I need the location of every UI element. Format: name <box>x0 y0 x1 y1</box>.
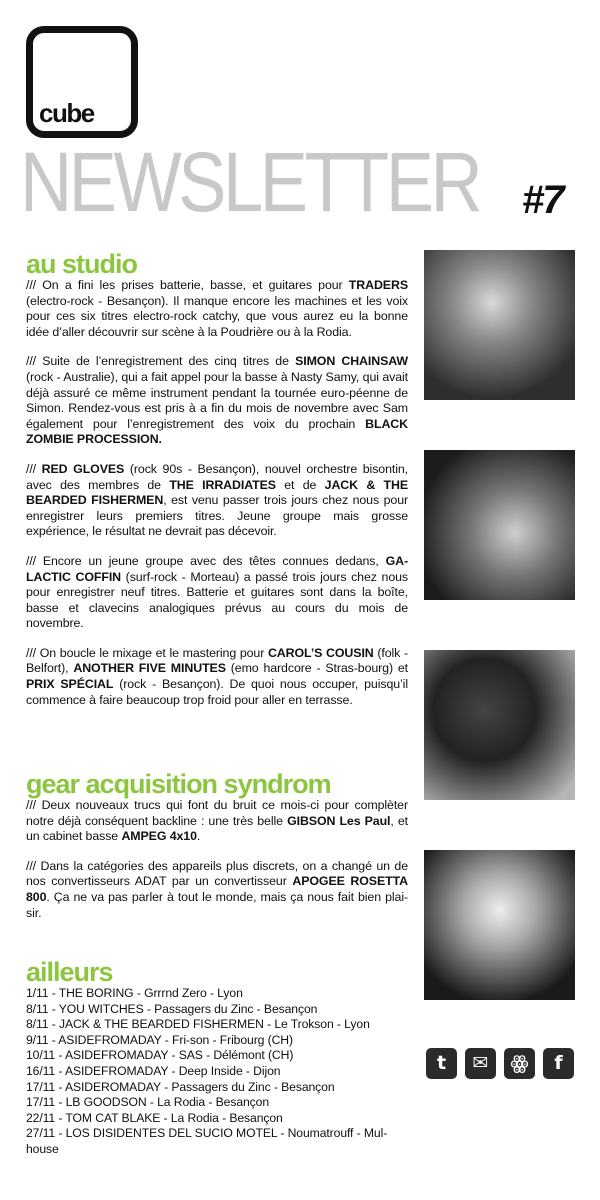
paragraph-text: (electro-rock - Besançon). Il manque encore les machines et les voix pour ces six titres electro-rock catchy, que vous aurez eu la bonne idée d’aller découvrir sur scène à la Poudrière ou à la Rodia. <box>26 293 408 339</box>
elsewhere-heading: ailleurs <box>26 957 113 987</box>
band-name: ANOTHER FIVE MINUTES <box>73 661 226 676</box>
email-icon[interactable]: ✉ <box>465 1048 496 1079</box>
studio-heading: au studio <box>26 249 137 279</box>
event-item: 22/11 - TOM CAT BLAKE - La Rodia - Besançon <box>26 1110 283 1125</box>
studio-paragraphs <box>26 278 408 708</box>
event-item: 16/11 - ASIDEFROMADAY - Deep Inside - Dijon <box>26 1063 281 1078</box>
paragraph-text: (emo hardcore - Stras-bourg) et <box>225 661 408 676</box>
paragraph-text: (rock 90s - Besançon), nouvel orchestre bisontin, avec des membres de <box>26 461 409 492</box>
paragraph-text: /// Encore un jeune groupe avec des têtes connues dedans, <box>26 553 386 568</box>
paragraph-text: (folk - Belfort), <box>26 645 408 676</box>
paragraph-text: /// Suite de l’enregistrement des cinq titres de <box>26 354 296 369</box>
band-name: THE IRRADIATES <box>169 477 276 492</box>
band-name: APOGEE ROSETTA 800 <box>26 874 408 904</box>
band-name: GIBSON Les Paul <box>287 813 391 828</box>
studio-paragraph <box>26 554 408 632</box>
paragraph-text: (rock - Australie), qui a fait appel pour la basse à Nasty Samy, qui avait déjà assuré ce même instrument pendant la tournée euro-péenne de Simon. Rendez-vous est pris à a fin du mois de novembre avec Sam également pour l’enregistrement des voix du prochain <box>26 369 408 431</box>
event-item: 8/11 - JACK & THE BEARDED FISHERMEN - Le Trokson - Lyon <box>26 1017 370 1032</box>
event-item: 17/11 - ASIDEROMADAY - Passagers du Zinc - Besançon <box>26 1079 335 1094</box>
studio-photo-drums <box>424 850 575 1000</box>
paragraph-text: /// On a fini les prises batterie, basse, et guitares pour <box>26 278 349 292</box>
paragraph-text: /// On boucle le mixage et le mastering pour <box>26 645 268 660</box>
band-name: AMPEG 4x10 <box>121 829 197 844</box>
facebook-icon[interactable]: f <box>543 1048 574 1079</box>
paragraph-text: , et un cabinet basse <box>26 813 408 844</box>
studio-paragraph <box>26 278 408 340</box>
event-item: 8/11 - YOU WITCHES - Passagers du Zinc - Besançon <box>26 1001 318 1016</box>
studio-photo-guitar <box>424 450 575 600</box>
gear-heading: gear acquisition syndrom <box>26 769 331 799</box>
event-item: 1/11 - THE BORING - Grrrnd Zero - Lyon <box>26 986 243 1000</box>
event-item: 27/11 - LOS DISIDENTES DEL SUCIO MOTEL - Noumatrouff - Mul-house <box>26 1126 388 1156</box>
gear-section <box>26 770 408 935</box>
studio-paragraph <box>26 646 408 708</box>
myspace-icon[interactable]: ꙮ <box>504 1048 535 1079</box>
studio-photo-guitarist <box>424 650 575 800</box>
band-name: RED GLOVES <box>41 461 125 476</box>
event-list <box>26 986 408 1158</box>
paragraph-text: . <box>196 829 201 844</box>
paragraph-text: (rock - Besançon). De quoi nous occuper, puisqu’il commence à faire beaucoup trop froid pour aller en terrasse. <box>26 677 408 707</box>
band-name: CAROL’S COUSIN <box>267 645 374 660</box>
paragraph-text: /// <box>26 461 42 476</box>
cube-logo <box>26 26 138 138</box>
event-item: 9/11 - ASIDEFROMADAY - Fri-son - Fribourg (CH) <box>26 1032 293 1047</box>
event-item: 17/11 - LB GOODSON - La Rodia - Besançon <box>26 1095 270 1110</box>
event-item: 10/11 - ASIDEFROMADAY - SAS - Délémont (CH) <box>26 1048 294 1063</box>
studio-paragraph <box>26 462 408 540</box>
gear-paragraph <box>26 859 408 921</box>
band-name: TRADERS <box>348 278 408 292</box>
band-name: SIMON CHAINSAW <box>295 354 408 369</box>
elsewhere-section <box>26 958 408 1158</box>
band-name: JACK & THE BEARDED FISHERMEN <box>26 477 408 508</box>
twitter-icon[interactable]: t <box>426 1048 457 1079</box>
studio-section <box>26 250 408 722</box>
paragraph-text: . Ça ne va pas parler à tout le monde, mais ça nous fait bien plai-sir. <box>26 889 408 920</box>
paragraph-text: , est venu passer trois jours chez nous pour enregistrer leurs premiers titres. Jeune groupe mais grosse expérience, le résultat ne devrait pas décevoir. <box>26 493 409 539</box>
gear-paragraphs <box>26 798 408 921</box>
paragraph-text: et de <box>275 477 325 492</box>
gear-paragraph <box>26 798 408 845</box>
issue-number: #7 <box>522 178 563 222</box>
band-name: GA-LACTIC COFFIN <box>26 553 408 584</box>
logo-text: cube <box>39 98 94 128</box>
studio-photo-bassist <box>424 250 575 400</box>
studio-paragraph <box>26 354 408 448</box>
newsletter-title: NEWSLETTER <box>20 135 480 229</box>
band-name: PRIX SPÉCIAL <box>26 677 114 692</box>
band-name: BLACK ZOMBIE PROCESSION. <box>26 416 408 447</box>
paragraph-text: /// Deux nouveaux trucs qui font du bruit ce mois-ci pour complèter notre déjà conséquent backline : une très belle <box>26 798 408 828</box>
paragraph-text: (surf-rock - Morteau) a passé trois jours chez nous pour enregistrer neuf titres. Batterie et guitares sont dans la boîte, basse et clavecins analogiques prévus au cours du mois de novembre. <box>26 569 408 631</box>
paragraph-text: /// Dans la catégories des appareils plus discrets, on a changé un de nos convertisseurs ADAT par un convertisseur <box>26 858 408 889</box>
